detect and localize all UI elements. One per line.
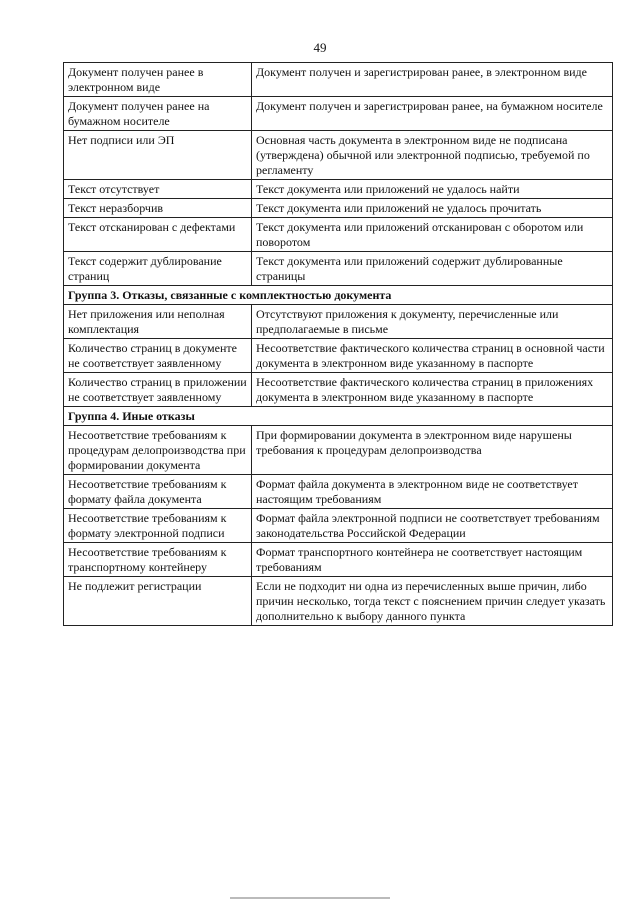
reason-cell: Нет подписи или ЭП [64, 131, 252, 180]
table-row [64, 373, 613, 407]
table-row [64, 97, 613, 131]
table-row [64, 131, 613, 180]
reason-cell: Текст отсканирован с дефектами [64, 218, 252, 252]
table-row [64, 63, 613, 97]
group-header-row [64, 286, 613, 305]
reason-cell: Нет приложения или неполная комплектация [64, 305, 252, 339]
reason-cell: Несоответствие требованиям к процедурам делопроизводства при формировании документа [64, 426, 252, 475]
description-cell: Формат файла электронной подписи не соответствует требованиям законодательства Российской Федерации [252, 509, 613, 543]
description-cell: Формат транспортного контейнера не соответствует настоящим требованиям [252, 543, 613, 577]
description-cell: Текст документа или приложений отсканирован с оборотом или поворотом [252, 218, 613, 252]
reason-cell: Количество страниц в документе не соответствует заявленному [64, 339, 252, 373]
table-body [64, 63, 613, 626]
reason-cell: Несоответствие требованиям к формату файла документа [64, 475, 252, 509]
table-row [64, 475, 613, 509]
table-row [64, 426, 613, 475]
description-cell: Документ получен и зарегистрирован ранее, на бумажном носителе [252, 97, 613, 131]
table-row [64, 218, 613, 252]
reason-cell: Документ получен ранее на бумажном носителе [64, 97, 252, 131]
table-row [64, 199, 613, 218]
table-row [64, 252, 613, 286]
reason-cell: Текст содержит дублирование страниц [64, 252, 252, 286]
reason-cell: Текст неразборчив [64, 199, 252, 218]
reason-cell: Несоответствие требованиям к формату электронной подписи [64, 509, 252, 543]
description-cell: Текст документа или приложений не удалось найти [252, 180, 613, 199]
reason-cell: Текст отсутствует [64, 180, 252, 199]
description-cell: Отсутствуют приложения к документу, перечисленные или предполагаемые в письме [252, 305, 613, 339]
group-header-row [64, 407, 613, 426]
description-cell: Документ получен и зарегистрирован ранее, в электронном виде [252, 63, 613, 97]
description-cell: Если не подходит ни одна из перечисленных выше причин, либо причин несколько, тогда текст с пояснением причин следует указать дополнительно к выбору данного пункта [252, 577, 613, 626]
table-row [64, 305, 613, 339]
table-row [64, 577, 613, 626]
description-cell: Несоответствие фактического количества страниц в основной части документа в электронном виде указанному в паспорте [252, 339, 613, 373]
reason-cell: Не подлежит регистрации [64, 577, 252, 626]
description-cell: Текст документа или приложений содержит дублированные страницы [252, 252, 613, 286]
description-cell: Формат файла документа в электронном виде не соответствует настоящим требованиям [252, 475, 613, 509]
table-row [64, 180, 613, 199]
group-title: Группа 4. Иные отказы [64, 407, 613, 426]
table-row [64, 339, 613, 373]
reason-cell: Количество страниц в приложении не соответствует заявленному [64, 373, 252, 407]
refusal-reasons-table [63, 62, 613, 626]
reason-cell: Документ получен ранее в электронном виде [64, 63, 252, 97]
table-row [64, 543, 613, 577]
description-cell: Основная часть документа в электронном виде не подписана (утверждена) обычной или электронной подписью, требуемой по регламенту [252, 131, 613, 180]
page-number: 49 [313, 40, 327, 55]
scan-edge-mark [230, 897, 390, 899]
table-row [64, 509, 613, 543]
description-cell: Несоответствие фактического количества страниц в приложениях документа в электронном виде указанному в паспорте [252, 373, 613, 407]
reason-cell: Несоответствие требованиям к транспортному контейнеру [64, 543, 252, 577]
description-cell: Текст документа или приложений не удалось прочитать [252, 199, 613, 218]
group-title: Группа 3. Отказы, связанные с комплектностью документа [64, 286, 613, 305]
description-cell: При формировании документа в электронном виде нарушены требования к процедурам делопроизводства [252, 426, 613, 475]
